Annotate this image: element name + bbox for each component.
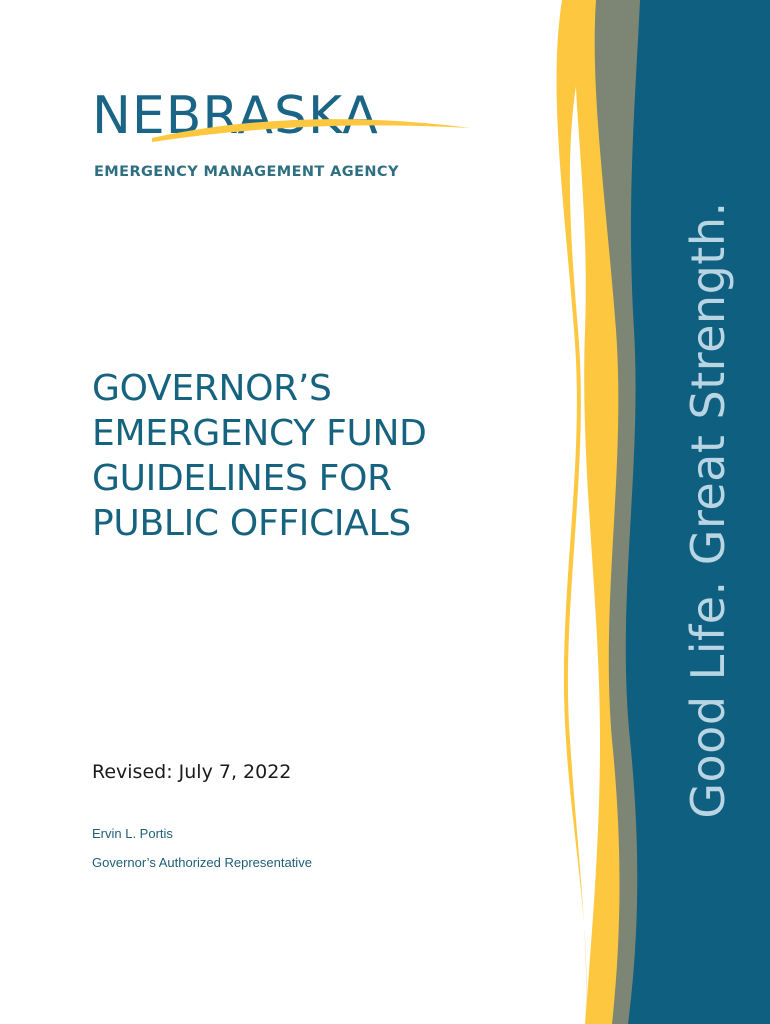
nema-logo (92, 86, 472, 196)
signer-title: Governor’s Authorized Representative (92, 855, 312, 870)
logo-wordmark: NEBRASKA (92, 86, 379, 146)
title-line-1: GOVERNOR’S (92, 368, 332, 409)
title-line-2: EMERGENCY FUND (92, 413, 427, 454)
revision-date: Revised: July 7, 2022 (92, 761, 292, 783)
title-line-3: GUIDELINES FOR (92, 458, 392, 499)
signer-name: Ervin L. Portis (92, 826, 173, 841)
state-tagline: Good Life. Great Strength. (681, 201, 735, 819)
title-line-4: PUBLIC OFFICIALS (92, 503, 411, 544)
logo-swoosh (92, 86, 472, 156)
document-title (92, 366, 562, 546)
logo-agency-name: EMERGENCY MANAGEMENT AGENCY (94, 164, 399, 180)
